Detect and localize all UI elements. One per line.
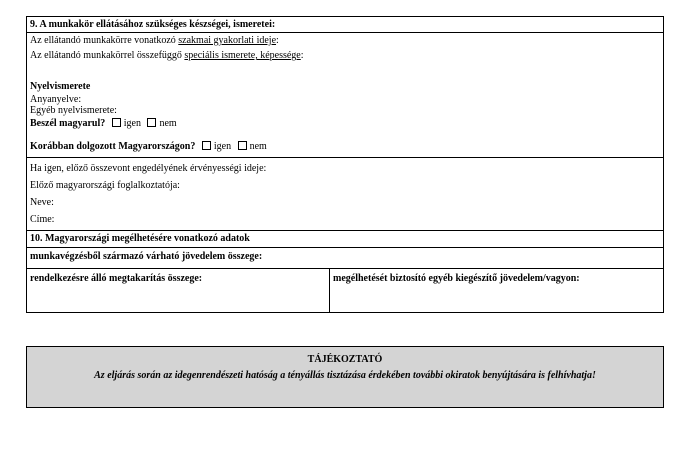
special-skills-field[interactable]	[30, 48, 663, 63]
practice-label: Az ellátandó munkakörre vonatkozó	[30, 35, 179, 46]
special-label-colon: :	[300, 50, 304, 61]
special-label: Az ellátandó munkakörrel összefüggő	[30, 50, 185, 61]
savings-label: rendelkezésre álló megtakarítás összege:	[30, 273, 203, 284]
mother-tongue-field[interactable]: Anyanyelve:	[30, 94, 82, 105]
section10-heading-row	[27, 230, 663, 247]
expected-income-row	[27, 247, 663, 268]
other-language-field[interactable]: Egyéb nyelvismerete:	[30, 105, 117, 116]
previous-permit-block	[27, 157, 663, 230]
speaks-hungarian-question	[30, 116, 663, 131]
expected-income-field[interactable]: munkavégzésből származó várható jövedelem összege:	[30, 251, 263, 262]
worked-in-hungary-yes-checkbox[interactable]	[202, 141, 211, 150]
notice-title: TÁJÉKOZTATÓ	[307, 354, 383, 365]
other-income-field[interactable]	[330, 269, 663, 312]
worked-in-hungary-yes-label: igen	[213, 141, 232, 152]
savings-field[interactable]	[27, 269, 330, 312]
section9-skills-block	[27, 32, 663, 157]
speaks-hungarian-yes-checkbox[interactable]	[112, 118, 121, 127]
employer-address-field[interactable]: Címe:	[30, 214, 55, 225]
worked-in-hungary-question	[30, 139, 663, 154]
information-notice	[26, 346, 664, 408]
employer-name-field[interactable]: Neve:	[30, 197, 54, 208]
practice-field[interactable]	[30, 33, 663, 48]
notice-text: Az eljárás során az idegenrendészeti hatóság a tényállás tisztázása érdekében további okiratok benyújtására is felhívhatja!	[94, 370, 596, 381]
previous-employer-label: Előző magyarországi foglalkoztatója:	[30, 180, 180, 191]
practice-label-colon: :	[276, 35, 279, 46]
application-form	[26, 16, 664, 313]
section10-heading: 10. Magyarországi megélhetésére vonatkozó adatok	[30, 233, 250, 244]
other-income-label: megélhetését biztosító egyéb kiegészítő jövedelem/vagyon:	[333, 273, 580, 284]
speaks-hungarian-yes-label: igen	[123, 118, 141, 129]
speaks-hungarian-no-label: nem	[159, 118, 177, 129]
worked-in-hungary-label: Korábban dolgozott Magyarországon?	[30, 141, 196, 152]
speaks-hungarian-label: Beszél magyarul?	[30, 118, 106, 129]
worked-in-hungary-no-checkbox[interactable]	[238, 141, 247, 150]
section9-heading-row	[27, 17, 663, 32]
savings-income-row	[27, 268, 663, 312]
previous-permit-validity-field[interactable]: Ha igen, előző összevont engedélyének érvényességi ideje:	[30, 163, 267, 174]
practice-label-underlined: szakmai gyakorlati ideje	[178, 35, 277, 46]
worked-in-hungary-no-label: nem	[249, 141, 267, 152]
speaks-hungarian-no-checkbox[interactable]	[147, 118, 156, 127]
section9-heading: 9. A munkakör ellátásához szükséges készségei, ismeretei:	[30, 19, 276, 30]
language-heading: Nyelvismerete	[30, 81, 91, 92]
special-label-underlined: speciális ismerete, képessége	[184, 50, 301, 61]
